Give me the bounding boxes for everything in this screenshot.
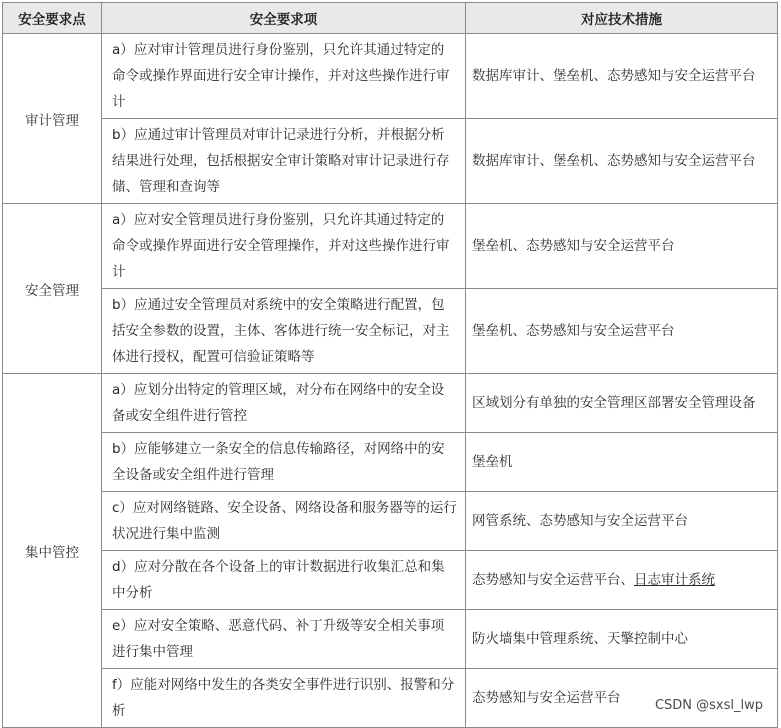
requirement-item: a）应对审计管理员进行身份鉴别，只允许其通过特定的命令或操作界面进行安全审计操作，并对这些操作进行审计 bbox=[102, 34, 466, 119]
technical-measure: 区域划分有单独的安全管理区部署安全管理设备 bbox=[466, 374, 778, 433]
technical-measure bbox=[466, 551, 778, 610]
table-header-row bbox=[3, 3, 778, 34]
header-requirement-point: 安全要求点 bbox=[3, 3, 102, 34]
technical-measure: 数据库审计、堡垒机、态势感知与安全运营平台 bbox=[466, 34, 778, 119]
table-row bbox=[3, 492, 778, 551]
table-row bbox=[3, 433, 778, 492]
requirement-item: b）应通过审计管理员对审计记录进行分析，并根据分析结果进行处理，包括根据安全审计策略对审计记录进行存储、管理和查询等 bbox=[102, 119, 466, 204]
requirement-point-security: 安全管理 bbox=[3, 204, 102, 374]
table-row bbox=[3, 204, 778, 289]
technical-measure: 堡垒机 bbox=[466, 433, 778, 492]
requirement-item: d）应对分散在各个设备上的审计数据进行收集汇总和集中分析 bbox=[102, 551, 466, 610]
header-requirement-item: 安全要求项 bbox=[102, 3, 466, 34]
technical-measure: 数据库审计、堡垒机、态势感知与安全运营平台 bbox=[466, 119, 778, 204]
table-row bbox=[3, 119, 778, 204]
requirement-item: f）应能对网络中发生的各类安全事件进行识别、报警和分析 bbox=[102, 669, 466, 728]
table-row bbox=[3, 289, 778, 374]
technical-measure: 防火墙集中管理系统、天擎控制中心 bbox=[466, 610, 778, 669]
header-technical-measure: 对应技术措施 bbox=[466, 3, 778, 34]
requirement-item: e）应对安全策略、恶意代码、补丁升级等安全相关事项进行集中管理 bbox=[102, 610, 466, 669]
table-row bbox=[3, 610, 778, 669]
technical-measure: 网管系统、态势感知与安全运营平台 bbox=[466, 492, 778, 551]
table-row bbox=[3, 34, 778, 119]
requirement-item: b）应通过安全管理员对系统中的安全策略进行配置，包括安全参数的设置，主体、客体进行统一安全标记，对主体进行授权，配置可信验证策略等 bbox=[102, 289, 466, 374]
requirement-item: c）应对网络链路、安全设备、网络设备和服务器等的运行状况进行集中监测 bbox=[102, 492, 466, 551]
requirement-point-centralized: 集中管控 bbox=[3, 374, 102, 728]
technical-measure: 堡垒机、态势感知与安全运营平台 bbox=[466, 204, 778, 289]
table-row bbox=[3, 374, 778, 433]
security-requirements-table bbox=[2, 2, 778, 728]
requirement-item: a）应划分出特定的管理区域，对分布在网络中的安全设备或安全组件进行管控 bbox=[102, 374, 466, 433]
requirement-item: b）应能够建立一条安全的信息传输路径，对网络中的安全设备或安全组件进行管理 bbox=[102, 433, 466, 492]
log-audit-system-link[interactable]: 日志审计系统 bbox=[634, 572, 715, 588]
table-row bbox=[3, 551, 778, 610]
technical-measure: 态势感知与安全运营平台 bbox=[466, 669, 778, 728]
measure-text: 态势感知与安全运营平台、 bbox=[472, 572, 634, 588]
requirement-item: a）应对安全管理员进行身份鉴别，只允许其通过特定的命令或操作界面进行安全管理操作，并对这些操作进行审计 bbox=[102, 204, 466, 289]
watermark: CSDN @sxsl_lwp bbox=[654, 698, 763, 713]
technical-measure: 堡垒机、态势感知与安全运营平台 bbox=[466, 289, 778, 374]
requirement-point-audit: 审计管理 bbox=[3, 34, 102, 204]
